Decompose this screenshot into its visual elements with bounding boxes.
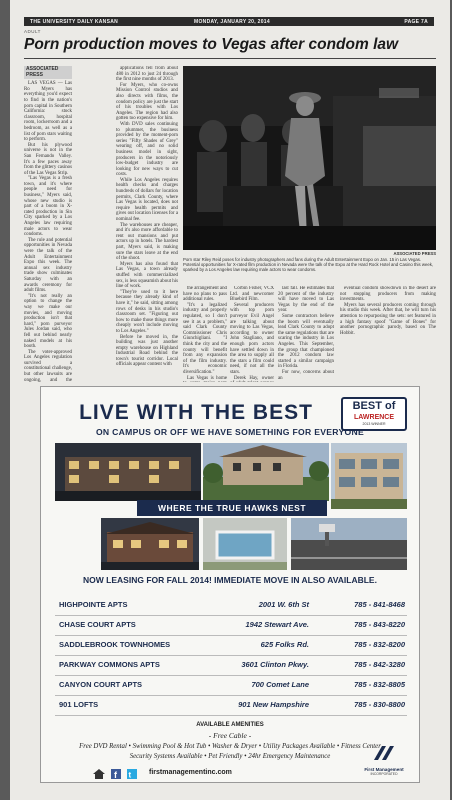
logo-line-1: First Management: [364, 767, 404, 772]
headline-rule: [24, 58, 436, 59]
property-list: [55, 596, 407, 716]
paragraph: Derek Hay, owner: [234, 375, 274, 381]
apartment-photo-1: [55, 443, 201, 501]
byline: ASSOCIATED PRESS: [24, 66, 72, 79]
expo-photo-image: [183, 66, 436, 250]
apartment-photo-5: [203, 518, 287, 570]
housing-advertisement: [40, 386, 420, 783]
article-photo: [183, 66, 436, 250]
property-address: 3601 Clinton Pkwy.: [241, 660, 309, 669]
paragraph: Before he moved in, the building was just another empty warehouse on Highland Industrial Road behind the town's tourist corridor. Local officials appear content with: [116, 334, 178, 368]
article-column-1: [24, 66, 72, 382]
section-kicker: ADULT: [24, 29, 41, 34]
seal-line-1: BEST of: [352, 400, 396, 412]
amenities-line-1: Free DVD Rental • Swimming Pool & Hot Tub • Washer & Dryer • Utility Packages Available • Fitness Center: [79, 743, 381, 750]
first-management-logo: [359, 742, 409, 778]
paragraph: "It's not really an option to change the way we make our movies, and moving production isn't that hard," porn purveyor Jules Jordan said, who fell out behind nearly naked models at his booth.: [24, 293, 72, 350]
paragraph: LAS VEGAS — Las Ro Myers has everything you'd expect to find in the nation's porn capital in Southern California: stock classroom, hospital room, lockerroom and a bedroom, as well as a list of porn stars waiting to perform.: [24, 81, 72, 143]
paragraph: applications fell from about 480 in 2012 to just 24 through the first nine months of 2013.: [116, 66, 178, 83]
apartment-photo-3: [331, 443, 407, 509]
ad-subtitle: ON CAMPUS OR OFF WE HAVE SOMETHING FOR EVERYONE: [95, 427, 365, 437]
article-column-3: [183, 286, 227, 382]
property-row: [55, 696, 407, 716]
amenities-line-2: Security Systems Available • Pet Friendly • 24hr Emergency Maintenance: [129, 753, 331, 760]
best-of-lawrence-seal: [341, 397, 407, 431]
property-row: [55, 656, 407, 676]
property-address: 700 Comet Lane: [251, 680, 309, 689]
headline: Porn production moves to Vegas after condom law: [24, 36, 399, 53]
property-address: 2001 W. 6th St: [258, 600, 309, 609]
property-row: [55, 596, 407, 616]
article-column-5: [278, 286, 334, 382]
property-name: HIGHPOINTE APTS: [59, 600, 128, 609]
svg-text:t: t: [128, 770, 132, 780]
paragraph: last fall. He estimates that 20 percent of the industry will have moved to Las Vegas by the end of the year.: [278, 286, 334, 314]
apartment-photo-2: [203, 443, 329, 501]
paragraph: The warehouses are cheaper, and it's also more affordable to rent out mansions and put actors up in hotels. The hardest part, Myers said, is making sure the stars leave at the end of the shoot.: [116, 222, 178, 262]
paragraph: Some contractors believe the boom will eventually lead Clark County to adopt the same regulations that are scaring the industry in Los Angeles. This September, the group that championed the 2012 condom law started a similar campaign in Florida.: [278, 313, 334, 370]
property-phone: 785 - 841-8468: [354, 600, 405, 609]
ad-banner: WHERE THE TRUE HAWKS NEST: [137, 500, 327, 516]
paragraph: For now, concerns about an: [278, 369, 334, 381]
logo-line-2: INCORPORATED: [370, 772, 398, 776]
fm-logo-mark: [372, 744, 396, 762]
article-column-6: [340, 286, 436, 382]
amenities-free-cable: - Free Cable -: [208, 731, 252, 740]
page-header-bar: [24, 17, 434, 26]
paragraph: eventual condom showdown in the desert are not stopping producers from making investments.: [340, 286, 436, 303]
property-row: [55, 616, 407, 636]
paragraph: With DVD sales continuing to plummet, the business provided by the moment-porn series "Fifty Shades of Grey" wearing off, and no solid business model in sight, producers in the notoriously low-budget industry are looking for new ways to cut costs.: [116, 121, 178, 178]
property-name: CHASE COURT APTS: [59, 620, 136, 629]
paragraph: For Myers, who co-owns Mission Control studios and also directs with films, the condom policy are just the start of his troubles with Los Angeles. The region had also gotten too expensive for him.: [116, 82, 178, 122]
paragraph: the arrangement and have no plans to pass additional rules.: [183, 286, 227, 303]
property-address: 901 New Hampshire: [238, 700, 309, 709]
website-url: firstmanagementinc.com: [149, 769, 232, 776]
home-icon: [93, 769, 105, 779]
property-name: SADDLEBROOK TOWNHOMES: [59, 640, 171, 649]
property-name: CANYON COURT APTS: [59, 680, 143, 689]
seal-line-2: LAWRENCE: [353, 414, 395, 421]
page-number: PAGE 7A: [404, 18, 428, 25]
seal-line-3: 2013 WINNER: [362, 422, 386, 426]
property-address: 625 Folks Rd.: [260, 640, 309, 649]
paragraph: Myers has several producers coming through his studio this week. After that, he will turn his attention to repurposing the sets: set featured in a high fantasy spoof "Game of Bones" for another pornographic parody, based on The Hobbit.: [340, 302, 436, 336]
paragraph: "It's a legalized industry and properly regulated, so I don't see it as a problem," said Clark County Commissioner Chris Giunchigliani. "I think the city and the county will benefit from any expansion of the film industry. It's economic diversification.": [183, 302, 227, 375]
paragraph: But his plywood universe is not in the San Fernando Valley. It's a few paces away from the glittery casinos of the Las Vegas Strip.: [24, 142, 72, 176]
paragraph: Corbin Fisher, VCX Ltd. and newcomer Bluebird Film.: [230, 286, 274, 303]
paper-name: THE UNIVERSITY DAILY KANSAN: [30, 18, 119, 25]
property-address: 1942 Stewart Ave.: [245, 620, 309, 629]
facebook-icon: [111, 769, 121, 780]
apartment-photo-4: [101, 518, 199, 570]
amenities-title: AVAILABLE AMENITIES: [196, 722, 264, 728]
property-phone: 785 - 832-8200: [354, 640, 405, 649]
leasing-notice: NOW LEASING FOR FALL 2014! IMMEDIATE MOVE IN ALSO AVAILABLE.: [83, 575, 377, 585]
paragraph: The rule and potential opportunities in Nevada were the talk of the Adult Entertainment Expo this week. The annual sex industry trade show culminates Saturday with an awards ceremony for adult films.: [24, 237, 72, 294]
property-phone: 785 - 832-8805: [354, 680, 405, 689]
paragraph: Several producers with top porn purveyor Evil Angel are talking about moving to Las Vegas, according to owner John Stagliano, and enough porn actors have settled down in the area to supply all the stars a film could need, if not all the stars.: [230, 302, 274, 375]
property-phone: 785 - 842-3280: [354, 660, 405, 669]
paragraph: "They're used to it here because they already kind of have it," he said, sitting among rows of desks in his studio's classroom set. "Figuring out how to make those things more cheaply won't include moving to Los Angeles.": [116, 289, 178, 334]
property-row: [55, 636, 407, 656]
paragraph: "Las Vegas is a fresh town, and it's where people need for business," Myers said, whose new studio is part of a boom in X-rated production in Sin City sparked by a Los Angeles law requiring male actors to wear condoms.: [24, 176, 72, 238]
apartment-photo-6: [291, 518, 407, 570]
paragraph: While Los Angeles requires health checks and charges hundreds of dollars for location permits, Clark County, where Las Vegas is located, does not require health permits and gives out location licenses for a nominal fee.: [116, 177, 178, 223]
photo-credit: ASSOCIATED PRESS: [393, 251, 436, 256]
property-name: 901 LOFTS: [59, 700, 99, 709]
ad-title: LIVE WITH THE BEST: [79, 401, 313, 424]
issue-date: MONDAY, JANUARY 20, 2014: [194, 18, 270, 25]
property-row: [55, 676, 407, 696]
paragraph: Las Vegas is home: [187, 375, 227, 381]
photo-caption: Porn star Riley Reid poses for industry photographers and fans during the Adult Entertainment Expo on Jan. 15 in Las Vegas. Potential opportunities for X-rated film production in Nevada were the talk of the Expo at the Hard Rock Hotel and Casino this week, sparked by a Los Angeles law requiring male actors to wear condoms.: [183, 257, 434, 272]
property-phone: 785 - 830-8800: [354, 700, 405, 709]
property-phone: 785 - 843-8220: [354, 620, 405, 629]
paragraph: Myers has also found that Las Vegas, a town already stuffed with commercialized sex, is less squeamish about his line of work.: [116, 261, 178, 290]
twitter-icon: [127, 769, 137, 780]
svg-text:f: f: [114, 770, 117, 780]
article-column-2: [116, 66, 178, 382]
property-name: PARKWAY COMMONS APTS: [59, 660, 160, 669]
newspaper-page: [10, 0, 450, 800]
article-column-4: [230, 286, 274, 382]
paragraph: The voter-approved Los Angeles regulation survived a constitutional challenge, but other lawsuits are ongoing, and the: [24, 349, 72, 382]
